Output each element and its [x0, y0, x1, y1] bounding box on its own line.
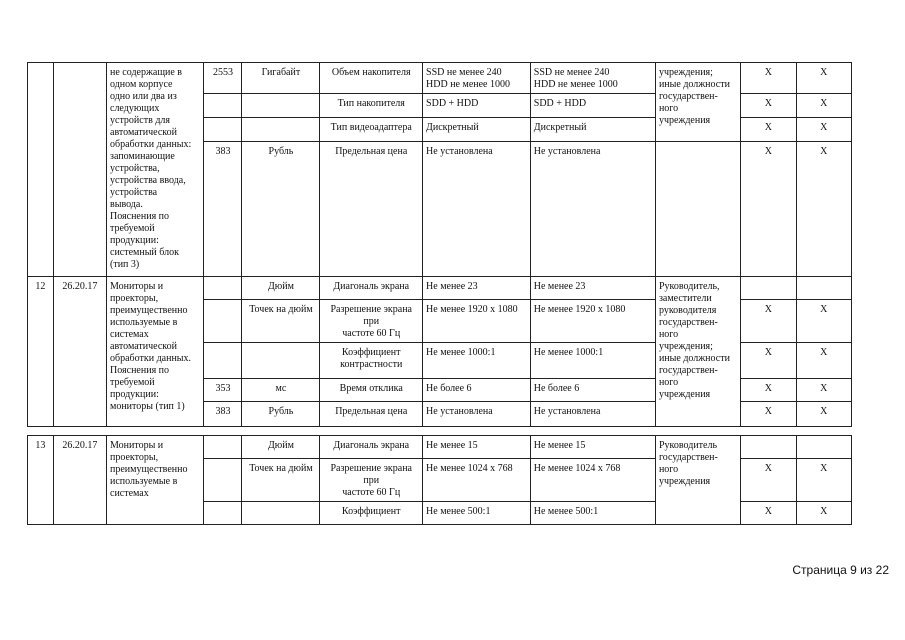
- unit-name: Рубль: [242, 402, 320, 427]
- value-2: Не менее 23: [530, 277, 655, 300]
- x-mark: X: [796, 118, 851, 142]
- x-mark: X: [796, 343, 851, 379]
- value-2: SSD не менее 240 HDD не менее 1000: [530, 63, 655, 94]
- unit-name: [242, 343, 320, 379]
- unit-name: [242, 118, 320, 142]
- characteristic-name: Предельная цена: [320, 142, 423, 277]
- product-description: Мониторы и проекторы, преимущественно используемые в системах: [107, 436, 204, 525]
- value-2: Не менее 1024 х 768: [530, 459, 655, 502]
- x-mark: X: [796, 459, 851, 502]
- unit-name: Точек на дюйм: [242, 300, 320, 343]
- okei-code: [204, 502, 242, 525]
- okei-code: 383: [204, 402, 242, 427]
- value-2: SDD + HDD: [530, 94, 655, 118]
- okei-code: [204, 277, 242, 300]
- value-1: Не более 6: [423, 379, 531, 402]
- row-number: 12: [28, 277, 54, 427]
- characteristic-name: Разрешение экрана при частоте 60 Гц: [320, 459, 423, 502]
- table-row: [28, 63, 852, 94]
- unit-name: Дюйм: [242, 277, 320, 300]
- table-row: [28, 436, 852, 459]
- value-1: Не менее 1024 х 768: [423, 459, 531, 502]
- x-mark: X: [741, 343, 796, 379]
- okei-code: 383: [204, 142, 242, 277]
- characteristic-name: Диагональ экрана: [320, 436, 423, 459]
- product-description: не содержащие в одном корпусе одно или два из следующих устройств для автоматической обработки данных: запоминающие устройства, устройства ввода, устройства вывода. Пояснения по требуемой продукции: системный блок (тип 3): [107, 63, 204, 277]
- unit-name: Точек на дюйм: [242, 459, 320, 502]
- table-row: [28, 277, 852, 300]
- value-1: Не менее 15: [423, 436, 531, 459]
- value-2: Не установлена: [530, 142, 655, 277]
- x-mark: X: [796, 63, 851, 94]
- x-mark: X: [741, 142, 796, 277]
- characteristic-name: Коэффициент: [320, 502, 423, 525]
- x-mark: X: [741, 300, 796, 343]
- value-2: Дискретный: [530, 118, 655, 142]
- value-1: Не установлена: [423, 142, 531, 277]
- x-mark: [796, 277, 851, 300]
- unit-name: Гигабайт: [242, 63, 320, 94]
- value-2: Не более 6: [530, 379, 655, 402]
- okei-code: [204, 459, 242, 502]
- characteristic-name: Разрешение экрана при частоте 60 Гц: [320, 300, 423, 343]
- x-mark: X: [796, 142, 851, 277]
- x-mark: X: [796, 300, 851, 343]
- okei-code: [204, 300, 242, 343]
- positions: Руководитель государствен- ного учреждения: [655, 436, 740, 525]
- characteristic-name: Тип видеоадаптера: [320, 118, 423, 142]
- characteristic-name: Диагональ экрана: [320, 277, 423, 300]
- requirements-table: [27, 62, 852, 525]
- x-mark: X: [741, 459, 796, 502]
- characteristic-name: Тип накопителя: [320, 94, 423, 118]
- okpd-code: 26.20.17: [53, 277, 106, 427]
- positions: Руководитель, заместители руководителя государствен- ного учреждения; иные должности государствен- ного учреждения: [655, 277, 740, 427]
- value-1: Не менее 1920 х 1080: [423, 300, 531, 343]
- x-mark: [741, 436, 796, 459]
- x-mark: X: [796, 502, 851, 525]
- product-description: Мониторы и проекторы, преимущественно используемые в системах автоматической обработки данных. Пояснения по требуемой продукции: мониторы (тип 1): [107, 277, 204, 427]
- row-number: 13: [28, 436, 54, 525]
- characteristic-name: Время отклика: [320, 379, 423, 402]
- okpd-code: 26.20.17: [53, 436, 106, 525]
- x-mark: X: [741, 118, 796, 142]
- value-1: Не менее 1000:1: [423, 343, 531, 379]
- x-mark: X: [796, 94, 851, 118]
- unit-name: [242, 502, 320, 525]
- unit-name: Дюйм: [242, 436, 320, 459]
- value-2: Не менее 1920 х 1080: [530, 300, 655, 343]
- x-mark: X: [741, 63, 796, 94]
- value-1: Не установлена: [423, 402, 531, 427]
- unit-name: мс: [242, 379, 320, 402]
- okei-code: [204, 436, 242, 459]
- x-mark: X: [741, 502, 796, 525]
- okei-code: 2553: [204, 63, 242, 94]
- value-2: Не менее 1000:1: [530, 343, 655, 379]
- value-1: SSD не менее 240 HDD не менее 1000: [423, 63, 531, 94]
- okei-code: [204, 94, 242, 118]
- value-1: Не менее 23: [423, 277, 531, 300]
- unit-name: Рубль: [242, 142, 320, 277]
- row-number: [28, 63, 54, 277]
- positions-cell: [655, 142, 740, 277]
- x-mark: X: [796, 379, 851, 402]
- okei-code: 353: [204, 379, 242, 402]
- x-mark: X: [741, 402, 796, 427]
- okpd-code: [53, 63, 106, 277]
- value-1: Дискретный: [423, 118, 531, 142]
- okei-code: [204, 118, 242, 142]
- page-number: Страница 9 из 22: [792, 563, 889, 577]
- value-2: Не менее 500:1: [530, 502, 655, 525]
- x-mark: X: [796, 402, 851, 427]
- value-1: SDD + HDD: [423, 94, 531, 118]
- value-2: Не установлена: [530, 402, 655, 427]
- okei-code: [204, 343, 242, 379]
- x-mark: [741, 277, 796, 300]
- characteristic-name: Предельная цена: [320, 402, 423, 427]
- unit-name: [242, 94, 320, 118]
- table-spacer: [28, 427, 852, 436]
- x-mark: [796, 436, 851, 459]
- x-mark: X: [741, 379, 796, 402]
- value-1: Не менее 500:1: [423, 502, 531, 525]
- value-2: Не менее 15: [530, 436, 655, 459]
- characteristic-name: Коэффициент контрастности: [320, 343, 423, 379]
- positions: учреждения; иные должности государствен- ного учреждения: [655, 63, 740, 142]
- characteristic-name: Объем накопителя: [320, 63, 423, 94]
- x-mark: X: [741, 94, 796, 118]
